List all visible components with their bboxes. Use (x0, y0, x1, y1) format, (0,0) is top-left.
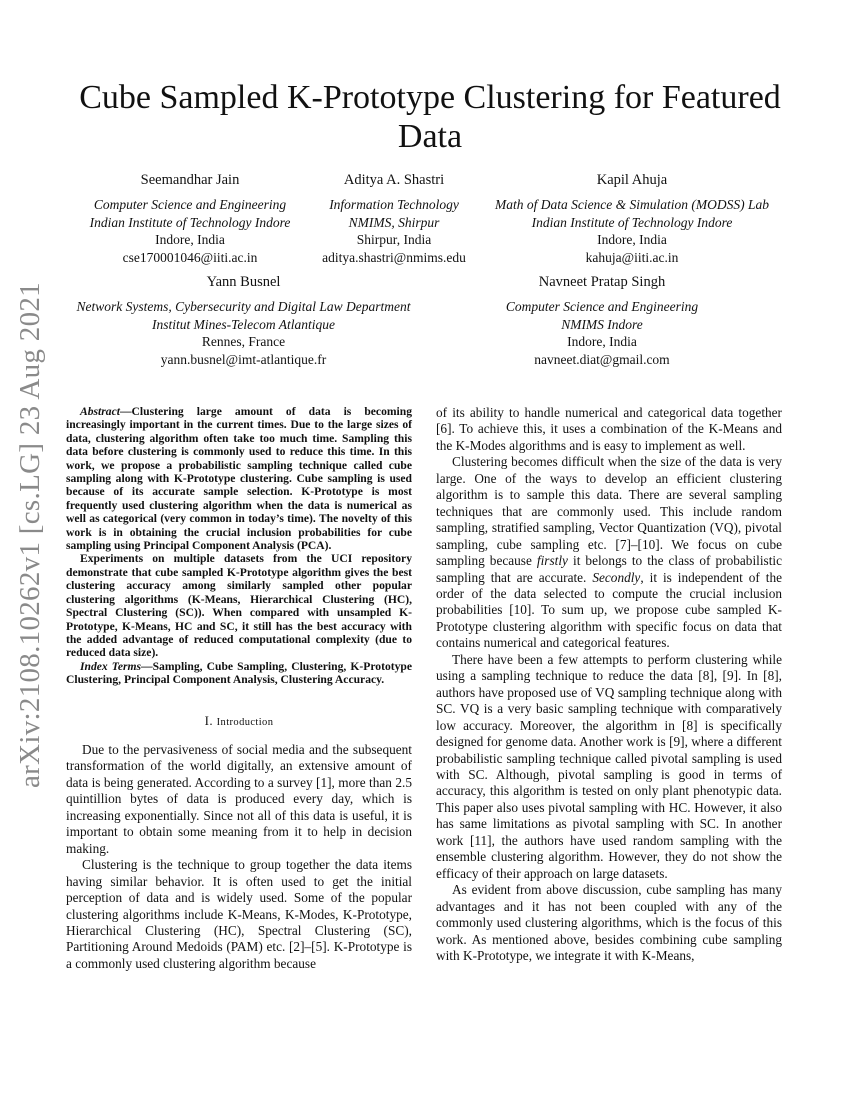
right-column (436, 405, 782, 964)
intro-text: it belongs to the class of probabilistic sampling that are accurate. (436, 553, 782, 585)
section-title-text: Introduction (216, 716, 274, 728)
intro-paragraph-continued: of its ability to handle numerical and categorical data together [6]. To achieve this, it uses a combination of the K-Means and the K-Modes algorithms and is easy to implement as well. (436, 405, 782, 453)
author-location: Shirpur, India (356, 232, 432, 248)
author-affiliation: Indian Institute of Technology Indore (89, 214, 291, 230)
index-terms-text: —Sampling, Cube Sampling, Clustering, K-Prototype Clustering, Principal Component Analysis, Clustering Accuracy. (66, 659, 412, 687)
section-heading (66, 713, 412, 731)
abstract-paragraph-2: Experiments on multiple datasets from the UCI repository demonstrate that cube sampled K-Prototype algorithm gives the best clustering accuracy among similarly sampled other popular clustering algorithms (K-Means, Hierarchical Clustering (HC), Spectral Clustering (SC)). When compared with unsampled K-Prototype, K-Means, HC and SC, it still has the best accuracy with the added advantage of reduced computational complexity (due to reduced data size). (66, 552, 412, 660)
author-block-4 (66, 274, 421, 369)
arxiv-identifier-sidebar: arXiv:2108.10262v1 [cs.LG] 23 Aug 2021 (14, 282, 46, 788)
index-terms (66, 660, 412, 687)
abstract-text: —Clustering large amount of data is becoming increasingly important in the current times. Due to the large sizes of data, clustering algorithm often take too much time. Sampling this data before clustering is commonly used to reduce this time. In this work, we propose a probabilistic sampling technique called cube sampling along with K-Prototype clustering. Cube sampling is used because of its accurate sample selection. K-Prototype is most frequently used clustering algorithm when the data is numerical as well as categorical (very common in today’s time). The novelty of this work is in obtaining the crucial inclusion probabilities for cube sampling using Principal Component Analysis (PCA). (66, 405, 412, 553)
intro-text: Clustering becomes difficult when the size of the data is very large. One of the ways to develop an efficient clustering algorithm is to sample this data. There are several sampling techniques that are commonly used. This include random sampling, stratified sampling, Vector Quantization (VQ), pivotal sampling, cube sampling etc. [7]–[10]. We focus on cube sampling because (436, 454, 782, 569)
intro-text-emphasis: firstly (536, 553, 568, 569)
abstract (66, 405, 412, 687)
author-block-5 (486, 274, 718, 369)
index-terms-label: Index Terms (80, 659, 142, 673)
author-name: Kapil Ahuja (596, 172, 668, 188)
section-number: I. (204, 712, 213, 728)
author-affiliation: Computer Science and Engineering (93, 196, 287, 212)
author-email: kahuja@iiti.ac.in (585, 250, 679, 266)
author-block-2 (312, 172, 476, 267)
author-affiliation: NMIMS Indore (561, 316, 643, 332)
author-block-1 (85, 172, 295, 267)
author-location: Indore, India (597, 232, 667, 248)
author-email: cse170001046@iiti.ac.in (122, 250, 258, 266)
left-column (66, 405, 412, 972)
author-email: aditya.shastri@nmims.edu (322, 250, 466, 266)
author-affiliation: Computer Science and Engineering (505, 298, 699, 314)
author-name: Aditya A. Shastri (343, 172, 445, 188)
intro-paragraph (436, 454, 782, 651)
intro-paragraph: Due to the pervasiveness of social media and the subsequent transformation of the world digitally, an extensive amount of data is being generated. According to a survey [1], more than 2.5 quintillion bytes of data is produced every day, which is increasing exponentially. Since not all of this data is useful, it is important to obtain some meaning from it to help in decision making. (66, 741, 412, 856)
author-affiliation: Math of Data Science & Simulation (MODSS) Lab (494, 196, 770, 212)
author-location: Rennes, France (201, 334, 286, 350)
author-name: Yann Busnel (206, 274, 281, 290)
author-affiliation: Indian Institute of Technology Indore (531, 214, 733, 230)
intro-paragraph: There have been a few attempts to perform clustering while using a sampling technique to reduce the data [8], [9]. In [8], authors have proposed use of VQ sampling technique along with SC. VQ is a very basic sampling technique with comparatively low accuracy. Moreover, the algorithm in [8] is specifically designed for genome data. Another work is [9], where a different probabilistic sampling technique called pivotal sampling is used with SC. Although, pivotal sampling is good in terms of accuracy, this algorithm is tested on only plant phenotypic data. This paper also uses pivotal sampling with HC. However, it also has same limitations as pivotal sampling with SC. In another work [11], the authors have used random sampling with the ensemble clustering algorithm. However, they do not show the efficacy of their approach on large datasets. (436, 651, 782, 881)
paper-title (60, 78, 800, 156)
author-email: yann.busnel@imt-atlantique.fr (160, 352, 327, 368)
intro-text-emphasis: Secondly (592, 569, 641, 585)
author-email: navneet.diat@gmail.com (534, 352, 670, 368)
intro-paragraph: As evident from above discussion, cube sampling has many advantages and it has not been coupled with any of the commonly used clustering algorithms, which is the focus of this work. As mentioned above, besides combining cube sampling with K-Prototype, we integrate it with K-Means, (436, 882, 782, 963)
intro-text: , it is independent of the order of the data selected to compute the crucial inclusion probabilities [10]. To sum up, we propose cube sampled K-Prototype clustering algorithm with specific focus on data that contains numerical and categorical features. (436, 569, 782, 651)
author-name: Navneet Pratap Singh (538, 274, 666, 290)
author-name: Seemandhar Jain (140, 172, 240, 188)
author-affiliation: Information Technology (329, 196, 459, 212)
author-affiliation: Network Systems, Cybersecurity and Digital Law Department (76, 298, 411, 314)
author-affiliation: Institut Mines-Telecom Atlantique (152, 316, 335, 332)
abstract-paragraph-1 (66, 405, 412, 552)
author-affiliation: NMIMS, Shirpur (348, 214, 440, 230)
author-location: Indore, India (567, 334, 637, 350)
author-block-3 (483, 172, 781, 267)
title-line-1: Cube Sampled K-Prototype Clustering for Featured (79, 79, 781, 116)
author-location: Indore, India (155, 232, 225, 248)
title-line-2: Data (397, 118, 463, 155)
abstract-label: Abstract (80, 405, 120, 418)
intro-paragraph: Clustering is the technique to group together the data items having similar behavior. It is often used to get the initial perception of data and is widely used. Some of the popular clustering algorithms include K-Means, K-Modes, K-Prototype, Hierarchical Clustering (HC), Spectral Clustering (SC), Partitioning Around Medoids (PAM) etc. [2]–[5]. K-Prototype is a commonly used clustering algorithm because (66, 857, 412, 971)
